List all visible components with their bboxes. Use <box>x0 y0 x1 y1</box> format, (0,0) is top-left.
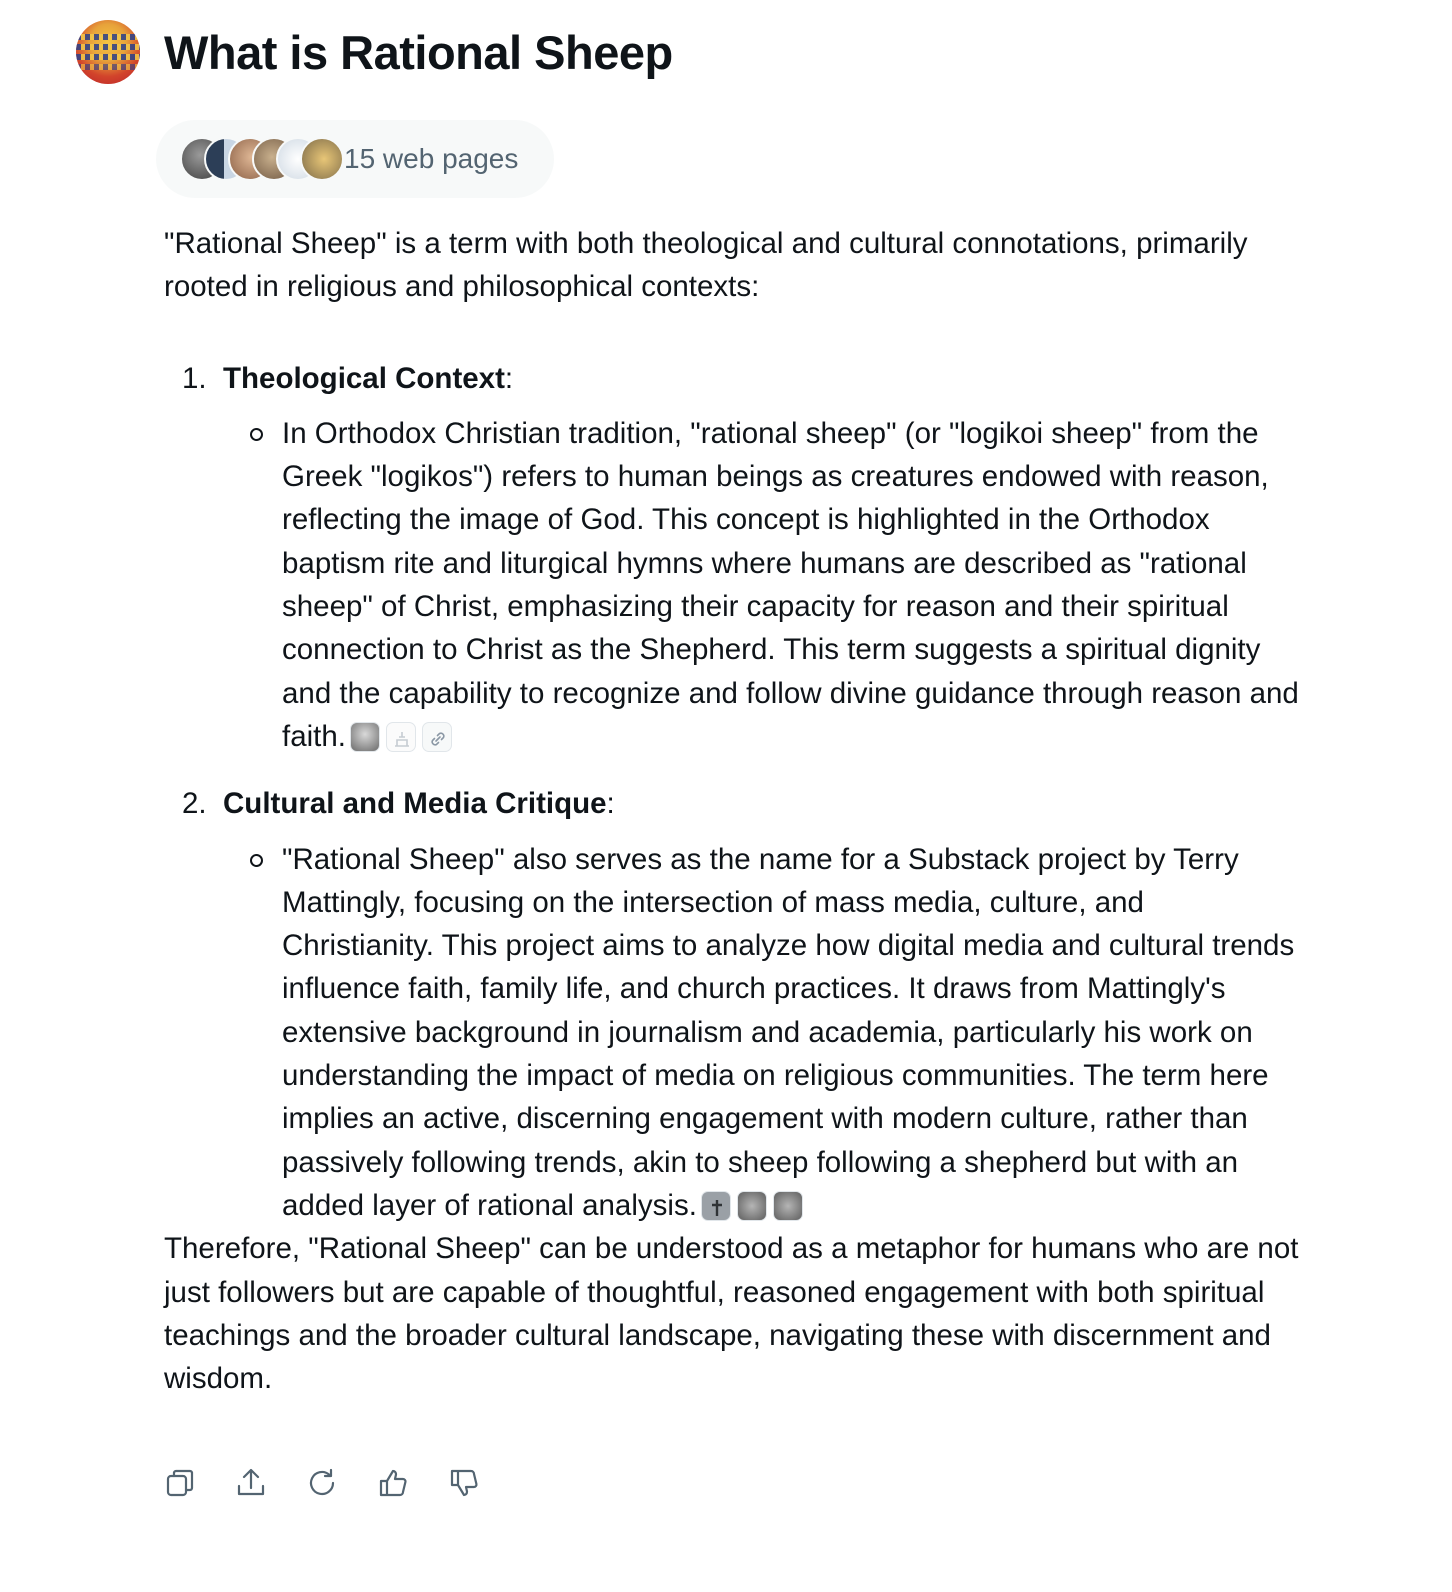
response-actions <box>160 1463 515 1503</box>
list-item-title: Theological Context <box>223 361 505 395</box>
list-item-title: Cultural and Media Critique <box>223 787 607 821</box>
bullet-circle-icon <box>250 428 263 441</box>
thumbs-down-button[interactable] <box>444 1463 484 1503</box>
sub-bullet-text: In Orthodox Christian tradition, "rational sheep" (or "logikoi sheep" from the Greek "logikos") refers to human beings as creatures endowed with reason, reflecting the image of God. This concept is highlighted in the Orthodox baptism rite and liturgical hymns where humans are described as "rational sheep" of Christ, emphasizing their capacity for reason and their spiritual connection to Christ as the Shepherd. This term suggests a spiritual dignity and the capability to recognize and follow divine guidance through reason and faith. <box>282 416 1299 753</box>
list-item-colon: : <box>606 787 615 821</box>
share-icon <box>234 1466 268 1500</box>
numbered-list <box>164 357 1304 1228</box>
answer-conclusion: Therefore, "Rational Sheep" can be understood as a metaphor for humans who are not just followers but are capable of thoughtful, reasoned engagement with both spiritual teachings and the broader cultural landscape, navigating these with discernment and wisdom. <box>164 1232 1299 1396</box>
page-title: What is Rational Sheep <box>164 25 673 79</box>
regenerate-button[interactable] <box>302 1463 342 1503</box>
cross-icon-citation-icon[interactable] <box>701 1191 731 1221</box>
person-photo-citation-icon[interactable] <box>350 722 380 752</box>
share-button[interactable] <box>231 1463 271 1503</box>
church-icon-citation-icon[interactable] <box>386 722 416 752</box>
sub-bullet <box>223 412 1304 758</box>
response-header <box>76 20 673 84</box>
list-item <box>164 782 1304 1227</box>
list-item-number: 2. <box>182 787 207 821</box>
thumbs-up-icon <box>376 1466 410 1500</box>
sub-bullet-text: "Rational Sheep" also serves as the name for a Substack project by Terry Mattingly, focusing on the intersection of mass media, culture, and Christianity. This project aims to analyze how digital media and cultural trends influence faith, family life, and church practices. It draws from Mattingly's extensive background in journalism and academia, particularly his work on understanding the impact of media on religious communities. The term here implies an active, discerning engagement with modern culture, rather than passively following trends, akin to sheep following a shepherd but with an added layer of rational analysis. <box>282 842 1295 1222</box>
source-favicon-icon <box>300 137 344 181</box>
substack-icon-citation-icon[interactable] <box>737 1191 767 1221</box>
list-item <box>164 357 1304 759</box>
source-favicons <box>180 137 340 181</box>
list-item-colon: : <box>504 361 514 395</box>
thumbs-down-icon <box>447 1466 481 1500</box>
answer-body <box>164 222 1304 1400</box>
sources-count-label: 15 web pages <box>344 143 519 174</box>
answer-intro: "Rational Sheep" is a term with both theological and cultural connotations, primarily rooted in religious and philosophical contexts: <box>164 227 1248 304</box>
thumbs-up-button[interactable] <box>373 1463 413 1503</box>
copy-icon <box>163 1466 197 1500</box>
bullet-circle-icon <box>250 854 263 867</box>
web-sources-pill[interactable] <box>156 120 554 198</box>
sub-bullet <box>223 838 1304 1228</box>
list-item-number: 1. <box>182 361 207 395</box>
sheep-mosaic-avatar-icon <box>76 20 140 84</box>
link-icon-citation-icon[interactable] <box>422 722 452 752</box>
substack-icon-citation-icon[interactable] <box>773 1191 803 1221</box>
copy-button[interactable] <box>160 1463 200 1503</box>
regenerate-icon <box>305 1466 339 1500</box>
